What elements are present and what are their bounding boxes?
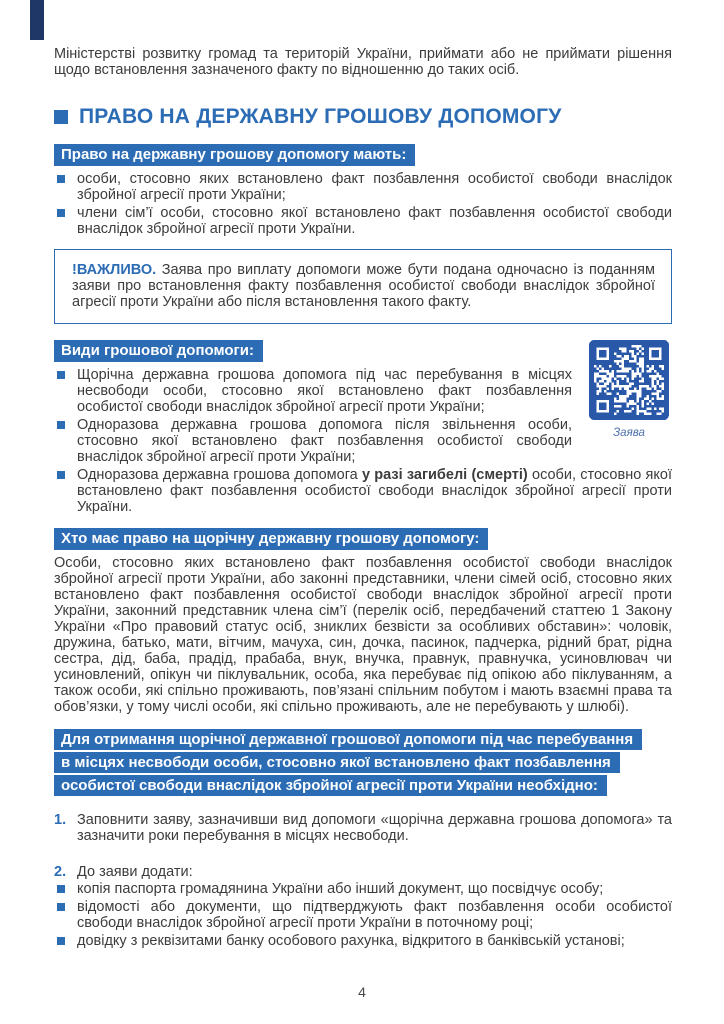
who-paragraph: Особи, стосовно яких встановлено факт позбавлення особистої свободи внаслідок збройної агресії проти України, або законні представники, члени сімей осіб, стосовно яких встановлено факт позбавлення особистої свободи внаслідок збройної агресії проти України, законний представник члена сім’ї (перелік осіб, передбачений статтею 1 Закону України «Про правовий статус осіб, зниклих безвісти за особливих обставин»: чоловік, дружина, батько, мати, вітчим, мачуха, син, дочка, пасинок, падчерка, рідний брат, рідна сестра, дід, баба, прадід, прабаба, внук, внучка, правнук, правнучка, усиновлювач чи усиновлений, опікун чи піклувальник, особа, яка перебуває під опікою або піклуванням, а також особи, які спільно проживають, пов’язані спільним побутом і мають взаємні права та обов’язки, у тому числі особи, які спільно проживають, але не перебувають у шлюбі). xyxy=(54,555,672,715)
section-header-bar: Право на державну грошову допомогу мають: xyxy=(54,144,415,166)
step-number: 2. xyxy=(54,864,67,880)
bullet-square-icon xyxy=(57,885,65,893)
list-item-text: Одноразова державна грошова допомога xyxy=(77,467,362,483)
howto-header-line: в місцях несвободи особи, стосовно якої встановлено факт позбавлення xyxy=(54,752,620,773)
important-text: Заява про виплату допомоги може бути подана одночасно із поданням заяви про встановлення факту позбавлення особистої свободи внаслідок збройної агресії проти України або після встановлення такого факту. xyxy=(72,262,655,310)
list-item-text: особи, стосовно яких встановлено факт позбавлення особистої свободи внаслідок збройної агресії проти України; xyxy=(77,171,672,203)
intro-paragraph: Міністерстві розвитку громад та територій України, приймати або не приймати рішення щодо встановлення зазначеного факту по відношенню до таких осіб. xyxy=(54,46,672,78)
list-item-text: відомості або документи, що підтверджують факт позбавлення особи особистої свободи внаслідок збройної агресії проти України в поточному році; xyxy=(77,899,672,931)
title-square-icon xyxy=(54,110,68,124)
howto-header-line: особистої свободи внаслідок збройної агресії проти України необхідно: xyxy=(54,775,607,796)
section-header-bar: Хто має право на щорічну державну грошову допомогу: xyxy=(54,528,488,550)
bullet-square-icon xyxy=(57,903,65,911)
howto-header-line: Для отримання щорічної державної грошової допомоги під час перебування xyxy=(54,729,642,750)
list-item-bold-text: у разі загибелі (смерті) xyxy=(361,467,528,483)
step-item xyxy=(54,812,672,844)
list-item-text: особи, стосовно якої встановлено факт позбавлення особистої свободи внаслідок збройної агресії проти України. xyxy=(77,467,672,515)
bullet-square-icon xyxy=(57,209,65,217)
bullet-square-icon xyxy=(57,175,65,183)
page-title-text: ПРАВО НА ДЕРЖАВНУ ГРОШОВУ ДОПОМОГУ xyxy=(79,105,562,128)
list-item-text: Одноразова державна грошова допомога після звільнення особи, стосовно якої встановлено факт позбавлення особистої свободи внаслідок збройної агресії проти України; xyxy=(77,417,572,465)
list-item xyxy=(54,171,672,203)
bullet-square-icon xyxy=(57,471,65,479)
page-title xyxy=(54,105,672,129)
list-item xyxy=(54,899,672,931)
list-item xyxy=(54,933,672,949)
bullet-square-icon xyxy=(57,421,65,429)
section-who xyxy=(54,528,672,715)
list-item xyxy=(54,367,672,415)
list-item xyxy=(54,417,672,465)
list-item-text: копія паспорта громадянина України або інший документ, що посвідчує особу; xyxy=(77,881,604,897)
corner-tab xyxy=(30,0,44,40)
section-types xyxy=(54,340,672,515)
important-label: !ВАЖЛИВО. xyxy=(72,262,157,278)
list-item xyxy=(54,467,672,515)
list-item-text: довідку з реквізитами банку особового рахунка, відкритого в банківській установі; xyxy=(77,933,625,949)
howto-header xyxy=(54,729,672,796)
documents-list xyxy=(54,881,672,949)
step-item xyxy=(54,864,672,880)
list-item-text: Щорічна державна грошова допомога під час перебування в місцях несвободи особи, стосовно якої встановлено факт позбавлення особистої свободи внаслідок збройної агресії проти України; xyxy=(77,367,572,415)
section-header-bar: Види грошової допомоги: xyxy=(54,340,263,362)
step-text: До заяви додати: xyxy=(77,864,193,880)
bullet-square-icon xyxy=(57,371,65,379)
page-number: 4 xyxy=(358,984,366,1000)
bullet-square-icon xyxy=(57,937,65,945)
important-box xyxy=(54,249,672,324)
section-eligibility xyxy=(54,144,672,237)
list-item xyxy=(54,205,672,237)
list-item-text: члени сім’ї особи, стосовно якої встановлено факт позбавлення особистої свободи внаслідок збройної агресії проти України. xyxy=(77,205,672,237)
step-number: 1. xyxy=(54,812,67,828)
qr-caption: Заява xyxy=(613,427,645,439)
list-item xyxy=(54,881,672,897)
step-text: Заповнити заяву, зазначивши вид допомоги «щорічна державна грошова допомога» та зазначити роки перебування в місцях несвободи. xyxy=(77,812,672,844)
